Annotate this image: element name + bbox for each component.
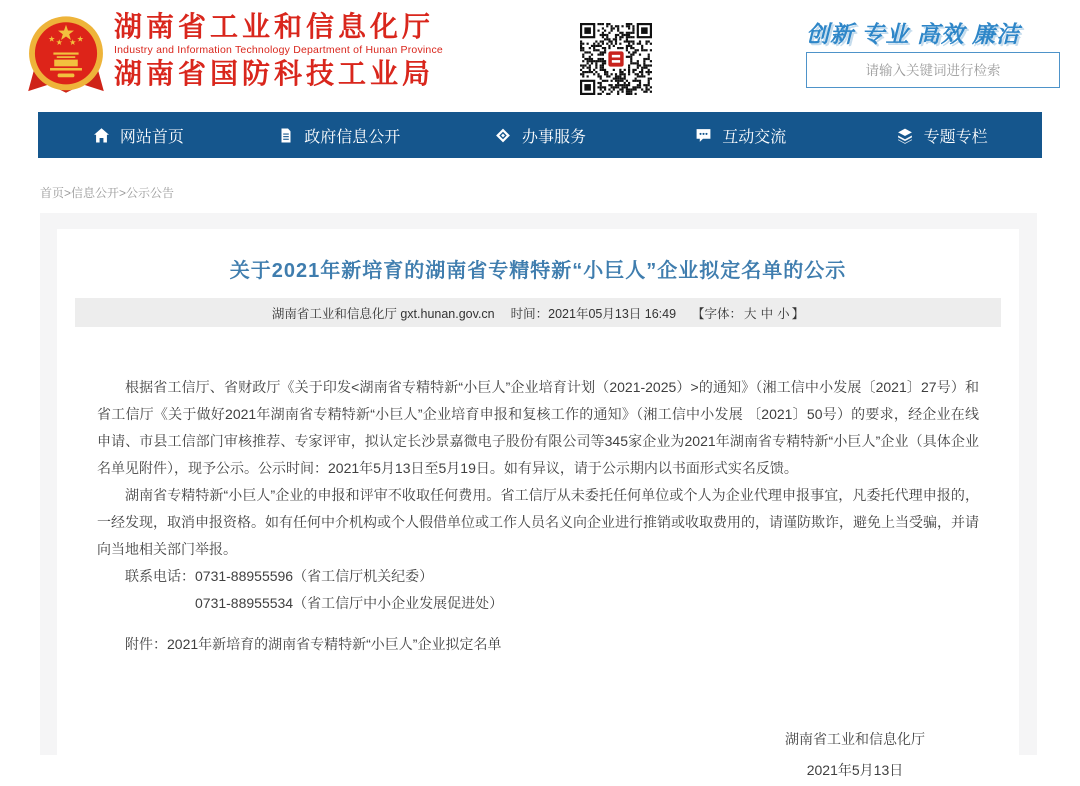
font-size-suffix: 】 [791, 306, 805, 321]
attachment-line[interactable]: 附件：2021年新培育的湖南省专精特新“小巨人”企业拟定名单 [125, 636, 502, 652]
org-title-cn-2: 湖南省国防科技工业局 [114, 58, 435, 89]
font-size-medium-button[interactable]: 中 [760, 306, 774, 321]
nav-item-label: 办事服务 [521, 128, 586, 146]
font-size-large-button[interactable]: 大 [744, 306, 757, 321]
nav-item-gov-info[interactable] [239, 112, 440, 158]
article-time: 2021年05月13日 16:49 [548, 306, 677, 321]
site-slogan: 创新 专业 高效 廉洁 [806, 21, 1021, 47]
main-nav [38, 112, 1042, 158]
font-size-prefix: 【字体： [692, 306, 743, 321]
org-title-cn-1: 湖南省工业和信息化厅 [114, 11, 435, 42]
contact-line-2: 0731-88955534（省工信厅中小企业发展促进处） [195, 595, 504, 611]
nav-item-services[interactable] [440, 112, 641, 158]
article-body [97, 374, 979, 786]
nav-item-special-topics[interactable] [841, 112, 1042, 158]
article-meta-bar [75, 298, 1001, 327]
national-emblem-logo [24, 13, 108, 97]
site-header [0, 0, 1080, 112]
nav-item-interaction[interactable] [640, 112, 841, 158]
paragraph-1: 根据省工信厅、省财政厅《关于印发<湖南省专精特新“小巨人”企业培育计划（2021-2025）>的通知》（湘工信中小发展〔2021〕27号）和省工信厅《关于做好2021年湖南省专精特新“小巨人”企业培育申报和复核工作的通知》（湘工信中小发展 〔2021〕50号）的要求，经企业在线申请、市县工信部门审核推荐、专家评审，拟认定长沙景嘉微电子股份有限公司等345家企业为2021年湖南省专精特新“小巨人”企业（具体企业名单见附件），现予公示。公示时间：2021年5月13日至5月19日。如有异议，请于公示期内以书面形式实名反馈。 [97, 379, 979, 476]
paragraph-2: 湖南省专精特新“小巨人”企业的申报和评审不收取任何费用。省工信厅从未委托任何单位或个人为企业代理申报事宜，凡委托代理申报的，一经发现，取消申报资格。如有任何中介机构或个人假借单位或工作人员名义向企业进行推销或收取费用的，请谨防欺诈，避免上当受骗，并请向当地相关部门举报。 [97, 487, 979, 557]
qr-code [580, 23, 652, 95]
signature-block [785, 724, 925, 786]
content-panel [40, 213, 1037, 778]
layers-icon [896, 127, 914, 144]
org-titles [114, 10, 443, 91]
chat-bubble-icon [695, 127, 712, 144]
article-time-label: 时间： [510, 306, 549, 321]
search-input[interactable] [807, 53, 1059, 87]
article-title: 关于2021年新培育的湖南省专精特新“小巨人”企业拟定名单的公示 [229, 260, 847, 282]
org-title-en: Industry and Information Technology Department of Hunan Province [114, 44, 443, 56]
nav-item-label: 政府信息公开 [304, 128, 401, 146]
service-handshake-icon [494, 127, 512, 144]
breadcrumb[interactable]: 首页>信息公开>公示公告 [40, 186, 175, 200]
signature-org: 湖南省工业和信息化厅 [785, 731, 925, 747]
home-icon [93, 127, 110, 144]
nav-item-label: 网站首页 [119, 128, 184, 146]
document-icon [278, 127, 294, 144]
signature-date: 2021年5月13日 [806, 762, 904, 778]
nav-item-home[interactable] [38, 112, 239, 158]
contact-line-1: 联系电话：0731-88955596（省工信厅机关纪委） [125, 568, 434, 584]
font-size-small-button[interactable]: 小 [777, 306, 790, 321]
nav-item-label: 互动交流 [722, 128, 787, 146]
article-card [57, 229, 1019, 778]
search-box [806, 52, 1060, 88]
article-source: 湖南省工业和信息化厅 gxt.hunan.gov.cn [271, 306, 495, 321]
nav-item-label: 专题专栏 [923, 128, 988, 146]
